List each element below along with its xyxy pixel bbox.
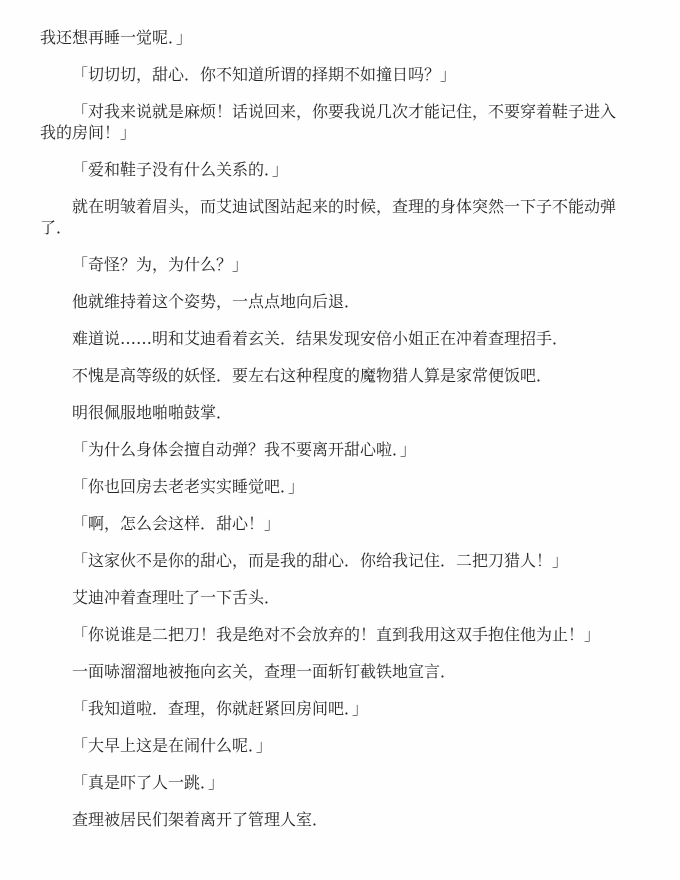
paragraph: 「啊，怎么会这样．甜心！」 (72, 514, 281, 533)
paragraph: 明很佩服地啪啪鼓掌． (72, 403, 233, 422)
paragraph: 不愧是高等级的妖怪．要左右这种程度的魔物猎人算是家常便饭吧． (72, 366, 553, 385)
paragraph: 「奇怪？为，为什么？」 (72, 255, 249, 274)
paragraph: 我还想再睡一觉呢．」 (40, 28, 193, 47)
paragraph: 「为什么身体会擅自动弹？我不要离开甜心啦．」 (72, 440, 417, 459)
paragraph: 「这家伙不是你的甜心，而是我的甜心．你给我记住．二把刀猎人！」 (72, 551, 569, 570)
paragraph: 「切切切，甜心．你不知道所谓的择期不如撞日吗？」 (72, 65, 457, 84)
paragraph: 「真是吓了人一跳．」 (72, 773, 225, 792)
paragraph: 「你也回房去老老实实睡觉吧．」 (72, 477, 305, 496)
paragraph: 难道说……明和艾迪看着玄关．结果发现安倍小姐正在冲着查理招手． (72, 329, 569, 348)
paragraph: 「大早上这是在闹什么呢．」 (72, 736, 273, 755)
paragraph: 「你说谁是二把刀！我是绝对不会放弃的！直到我用这双手抱住他为止！」 (72, 625, 601, 644)
paragraph: 「爱和鞋子没有什么关系的．」 (72, 160, 289, 179)
novel-text-content (40, 27, 628, 830)
paragraph: 他就维持着这个姿势，一点点地向后退． (72, 292, 361, 311)
paragraph: 查理被居民们架着离开了管理人室． (72, 810, 329, 829)
paragraph: 「对我来说就是麻烦！话说回来，你要我说几次才能记住，不要穿着鞋子进入我的房间！」 (40, 102, 617, 142)
paragraph: 就在明皱着眉头，而艾迪试图站起来的时候，查理的身体突然一下子不能动弹了． (40, 197, 617, 237)
paragraph: 一面哧溜溜地被拖向玄关，查理一面斩钉截铁地宣言． (72, 662, 457, 681)
paragraph: 艾迪冲着查理吐了一下舌头． (72, 588, 281, 607)
paragraph: 「我知道啦．查理，你就赶紧回房间吧．」 (72, 699, 369, 718)
